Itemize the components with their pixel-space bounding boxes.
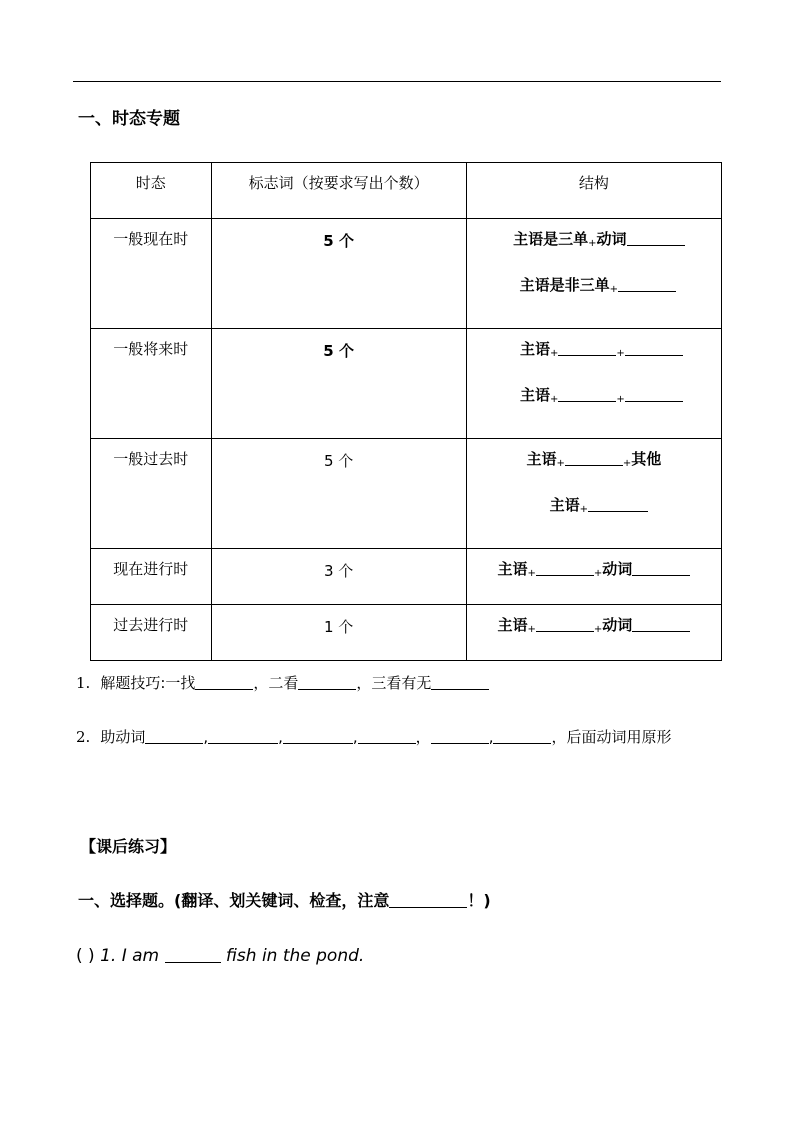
fill-blank[interactable]: [208, 729, 278, 744]
table-header: 结构: [466, 163, 721, 219]
tense-name: 现在进行时: [113, 560, 189, 578]
fill-blank[interactable]: [431, 729, 489, 744]
fill-blank[interactable]: [283, 729, 353, 744]
tense-name: 过去进行时: [113, 616, 189, 634]
fill-blank[interactable]: [298, 675, 356, 690]
fill-blank[interactable]: [358, 729, 416, 744]
keyword-count: 3 个: [323, 562, 354, 580]
structure-cell: 主语+ +其他 主语+: [466, 439, 721, 549]
fill-blank[interactable]: [493, 729, 551, 744]
table-header: 时态: [91, 163, 212, 219]
keyword-count: 5 个: [323, 342, 354, 360]
fill-blank[interactable]: [627, 231, 685, 246]
fill-blank[interactable]: [165, 948, 221, 963]
question-2: 2. 助动词 , , , ， , ，后面动词用原形: [76, 728, 672, 746]
keyword-count: 5 个: [323, 232, 354, 250]
exercise-item: ( ) 1. I am fish in the pond.: [76, 946, 365, 966]
section-title: 一、时态专题: [78, 109, 180, 129]
table-row: [91, 329, 722, 439]
table-row: [91, 219, 722, 329]
table-row: [91, 549, 722, 605]
fill-blank[interactable]: [632, 617, 690, 632]
fill-blank[interactable]: [558, 387, 616, 402]
table-header: 标志词（按要求写出个数）: [211, 163, 466, 219]
fill-blank[interactable]: [195, 675, 253, 690]
keyword-count: 1 个: [323, 618, 354, 636]
structure-cell: 主语是三单+动词 主语是非三单+: [466, 219, 721, 329]
fill-blank[interactable]: [588, 497, 648, 512]
fill-blank[interactable]: [431, 675, 489, 690]
tense-name: 一般现在时: [113, 230, 189, 248]
tense-table: [90, 162, 722, 661]
fill-blank[interactable]: [565, 451, 623, 466]
fill-blank[interactable]: [625, 341, 683, 356]
fill-blank[interactable]: [145, 729, 203, 744]
section-title-2: 一、选择题。(翻译、划关键词、检查，注意 ！): [78, 891, 491, 910]
fill-blank[interactable]: [625, 387, 683, 402]
tense-name: 一般过去时: [113, 450, 189, 468]
table-row: [91, 605, 722, 661]
keyword-count: 5 个: [323, 452, 354, 470]
table-row: [91, 439, 722, 549]
fill-blank[interactable]: [558, 341, 616, 356]
fill-blank[interactable]: [389, 893, 467, 908]
fill-blank[interactable]: [632, 561, 690, 576]
fill-blank[interactable]: [536, 561, 594, 576]
structure-cell: 主语+ + 主语+ +: [466, 329, 721, 439]
structure-cell: 主语+ +动词: [466, 605, 721, 661]
fill-blank[interactable]: [618, 277, 676, 292]
practice-heading: 【课后练习】: [80, 837, 177, 856]
fill-blank[interactable]: [536, 617, 594, 632]
header-rule: [73, 81, 721, 82]
tense-name: 一般将来时: [113, 340, 189, 358]
structure-cell: 主语+ +动词: [466, 549, 721, 605]
question-1: 1. 解题技巧:一找 ，二看 ，三看有无: [76, 672, 489, 693]
